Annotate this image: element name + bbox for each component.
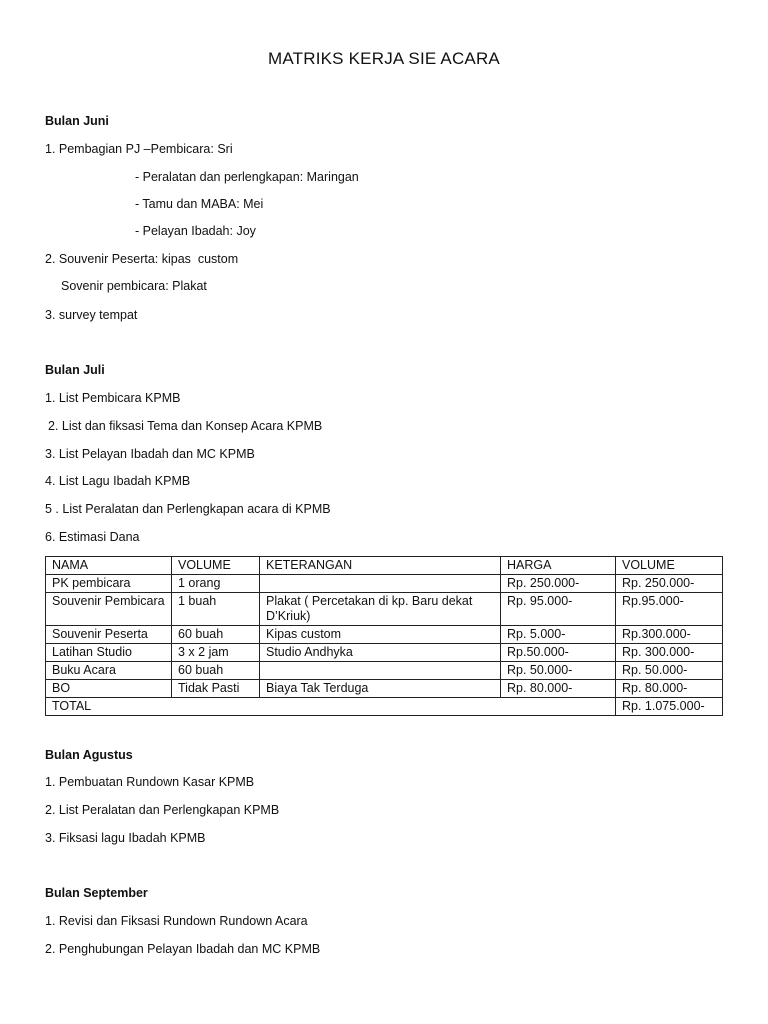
column-header-nama: NAMA	[46, 557, 172, 575]
list-item: 3. List Pelayan Ibadah dan MC KPMB	[45, 447, 255, 461]
list-item: 2. List Peralatan dan Perlengkapan KPMB	[45, 803, 280, 817]
table-cell	[260, 575, 501, 593]
table-row	[46, 662, 723, 680]
list-item: 1. Pembagian PJ –Pembicara: Sri	[45, 142, 233, 156]
table-cell: Biaya Tak Terduga	[260, 680, 501, 698]
table-cell: Latihan Studio	[46, 644, 172, 662]
table-row	[46, 680, 723, 698]
list-item: 1. Pembuatan Rundown Kasar KPMB	[45, 775, 255, 789]
list-item: Sovenir pembicara: Plakat	[61, 279, 207, 293]
table-cell: Rp. 95.000-	[501, 593, 616, 626]
table-cell: 3 x 2 jam	[172, 644, 260, 662]
table-cell: PK pembicara	[46, 575, 172, 593]
table-cell: Kipas custom	[260, 626, 501, 644]
column-header-keterangan: KETERANGAN	[260, 557, 501, 575]
table-row	[46, 593, 723, 626]
list-item: 4. List Lagu Ibadah KPMB	[45, 474, 191, 488]
list-item: 3. survey tempat	[45, 308, 138, 322]
list-item: 3. Fiksasi lagu Ibadah KPMB	[45, 831, 206, 845]
table-cell: Rp. 300.000-	[616, 644, 723, 662]
table-cell: Rp. 5.000-	[501, 626, 616, 644]
column-header-harga: HARGA	[501, 557, 616, 575]
column-header-volume: VOLUME	[172, 557, 260, 575]
table-cell: 60 buah	[172, 626, 260, 644]
table-cell	[260, 662, 501, 680]
column-header-volume-total: VOLUME	[616, 557, 723, 575]
table-cell: Studio Andhyka	[260, 644, 501, 662]
section-heading-agustus: Bulan Agustus	[45, 748, 133, 762]
table-header-row	[46, 557, 723, 575]
table-row	[46, 575, 723, 593]
section-heading-juli: Bulan Juli	[45, 363, 105, 377]
list-item: 2. List dan fiksasi Tema dan Konsep Acara KPMB	[48, 419, 323, 433]
table-cell: Buku Acara	[46, 662, 172, 680]
table-row	[46, 626, 723, 644]
table-cell: Rp. 80.000-	[501, 680, 616, 698]
total-label: TOTAL	[46, 698, 616, 716]
list-item: - Pelayan Ibadah: Joy	[135, 224, 256, 238]
table-cell: Rp.50.000-	[501, 644, 616, 662]
list-item: - Peralatan dan perlengkapan: Maringan	[135, 170, 359, 184]
list-item: 6. Estimasi Dana	[45, 530, 140, 544]
table-cell: Tidak Pasti	[172, 680, 260, 698]
table-cell: Rp.95.000-	[616, 593, 723, 626]
list-item: 2. Penghubungan Pelayan Ibadah dan MC KPMB	[45, 942, 321, 956]
list-item: - Tamu dan MABA: Mei	[135, 197, 264, 211]
table-row	[46, 644, 723, 662]
table-cell: Plakat ( Percetakan di kp. Baru dekat D’Kriuk)	[260, 593, 501, 626]
table-cell: 1 buah	[172, 593, 260, 626]
table-cell: 1 orang	[172, 575, 260, 593]
list-item: 1. Revisi dan Fiksasi Rundown Rundown Acara	[45, 914, 308, 928]
table-cell: Rp. 250.000-	[501, 575, 616, 593]
list-item: 2. Souvenir Peserta: kipas custom	[45, 252, 239, 266]
total-value: Rp. 1.075.000-	[616, 698, 723, 716]
section-heading-juni: Bulan Juni	[45, 114, 109, 128]
list-item: 1. List Pembicara KPMB	[45, 391, 181, 405]
table-cell: Rp.300.000-	[616, 626, 723, 644]
table-cell: Rp. 50.000-	[501, 662, 616, 680]
list-item: 5 . List Peralatan dan Perlengkapan acara di KPMB	[45, 502, 331, 516]
table-cell: Souvenir Peserta	[46, 626, 172, 644]
table-cell: Rp. 80.000-	[616, 680, 723, 698]
table-cell: Rp. 250.000-	[616, 575, 723, 593]
budget-table	[45, 556, 723, 716]
table-cell: 60 buah	[172, 662, 260, 680]
table-cell: Souvenir Pembicara	[46, 593, 172, 626]
section-heading-september: Bulan September	[45, 886, 148, 900]
table-cell: BO	[46, 680, 172, 698]
table-cell: Rp. 50.000-	[616, 662, 723, 680]
table-total-row	[46, 698, 723, 716]
document-title: MATRIKS KERJA SIE ACARA	[268, 49, 500, 68]
